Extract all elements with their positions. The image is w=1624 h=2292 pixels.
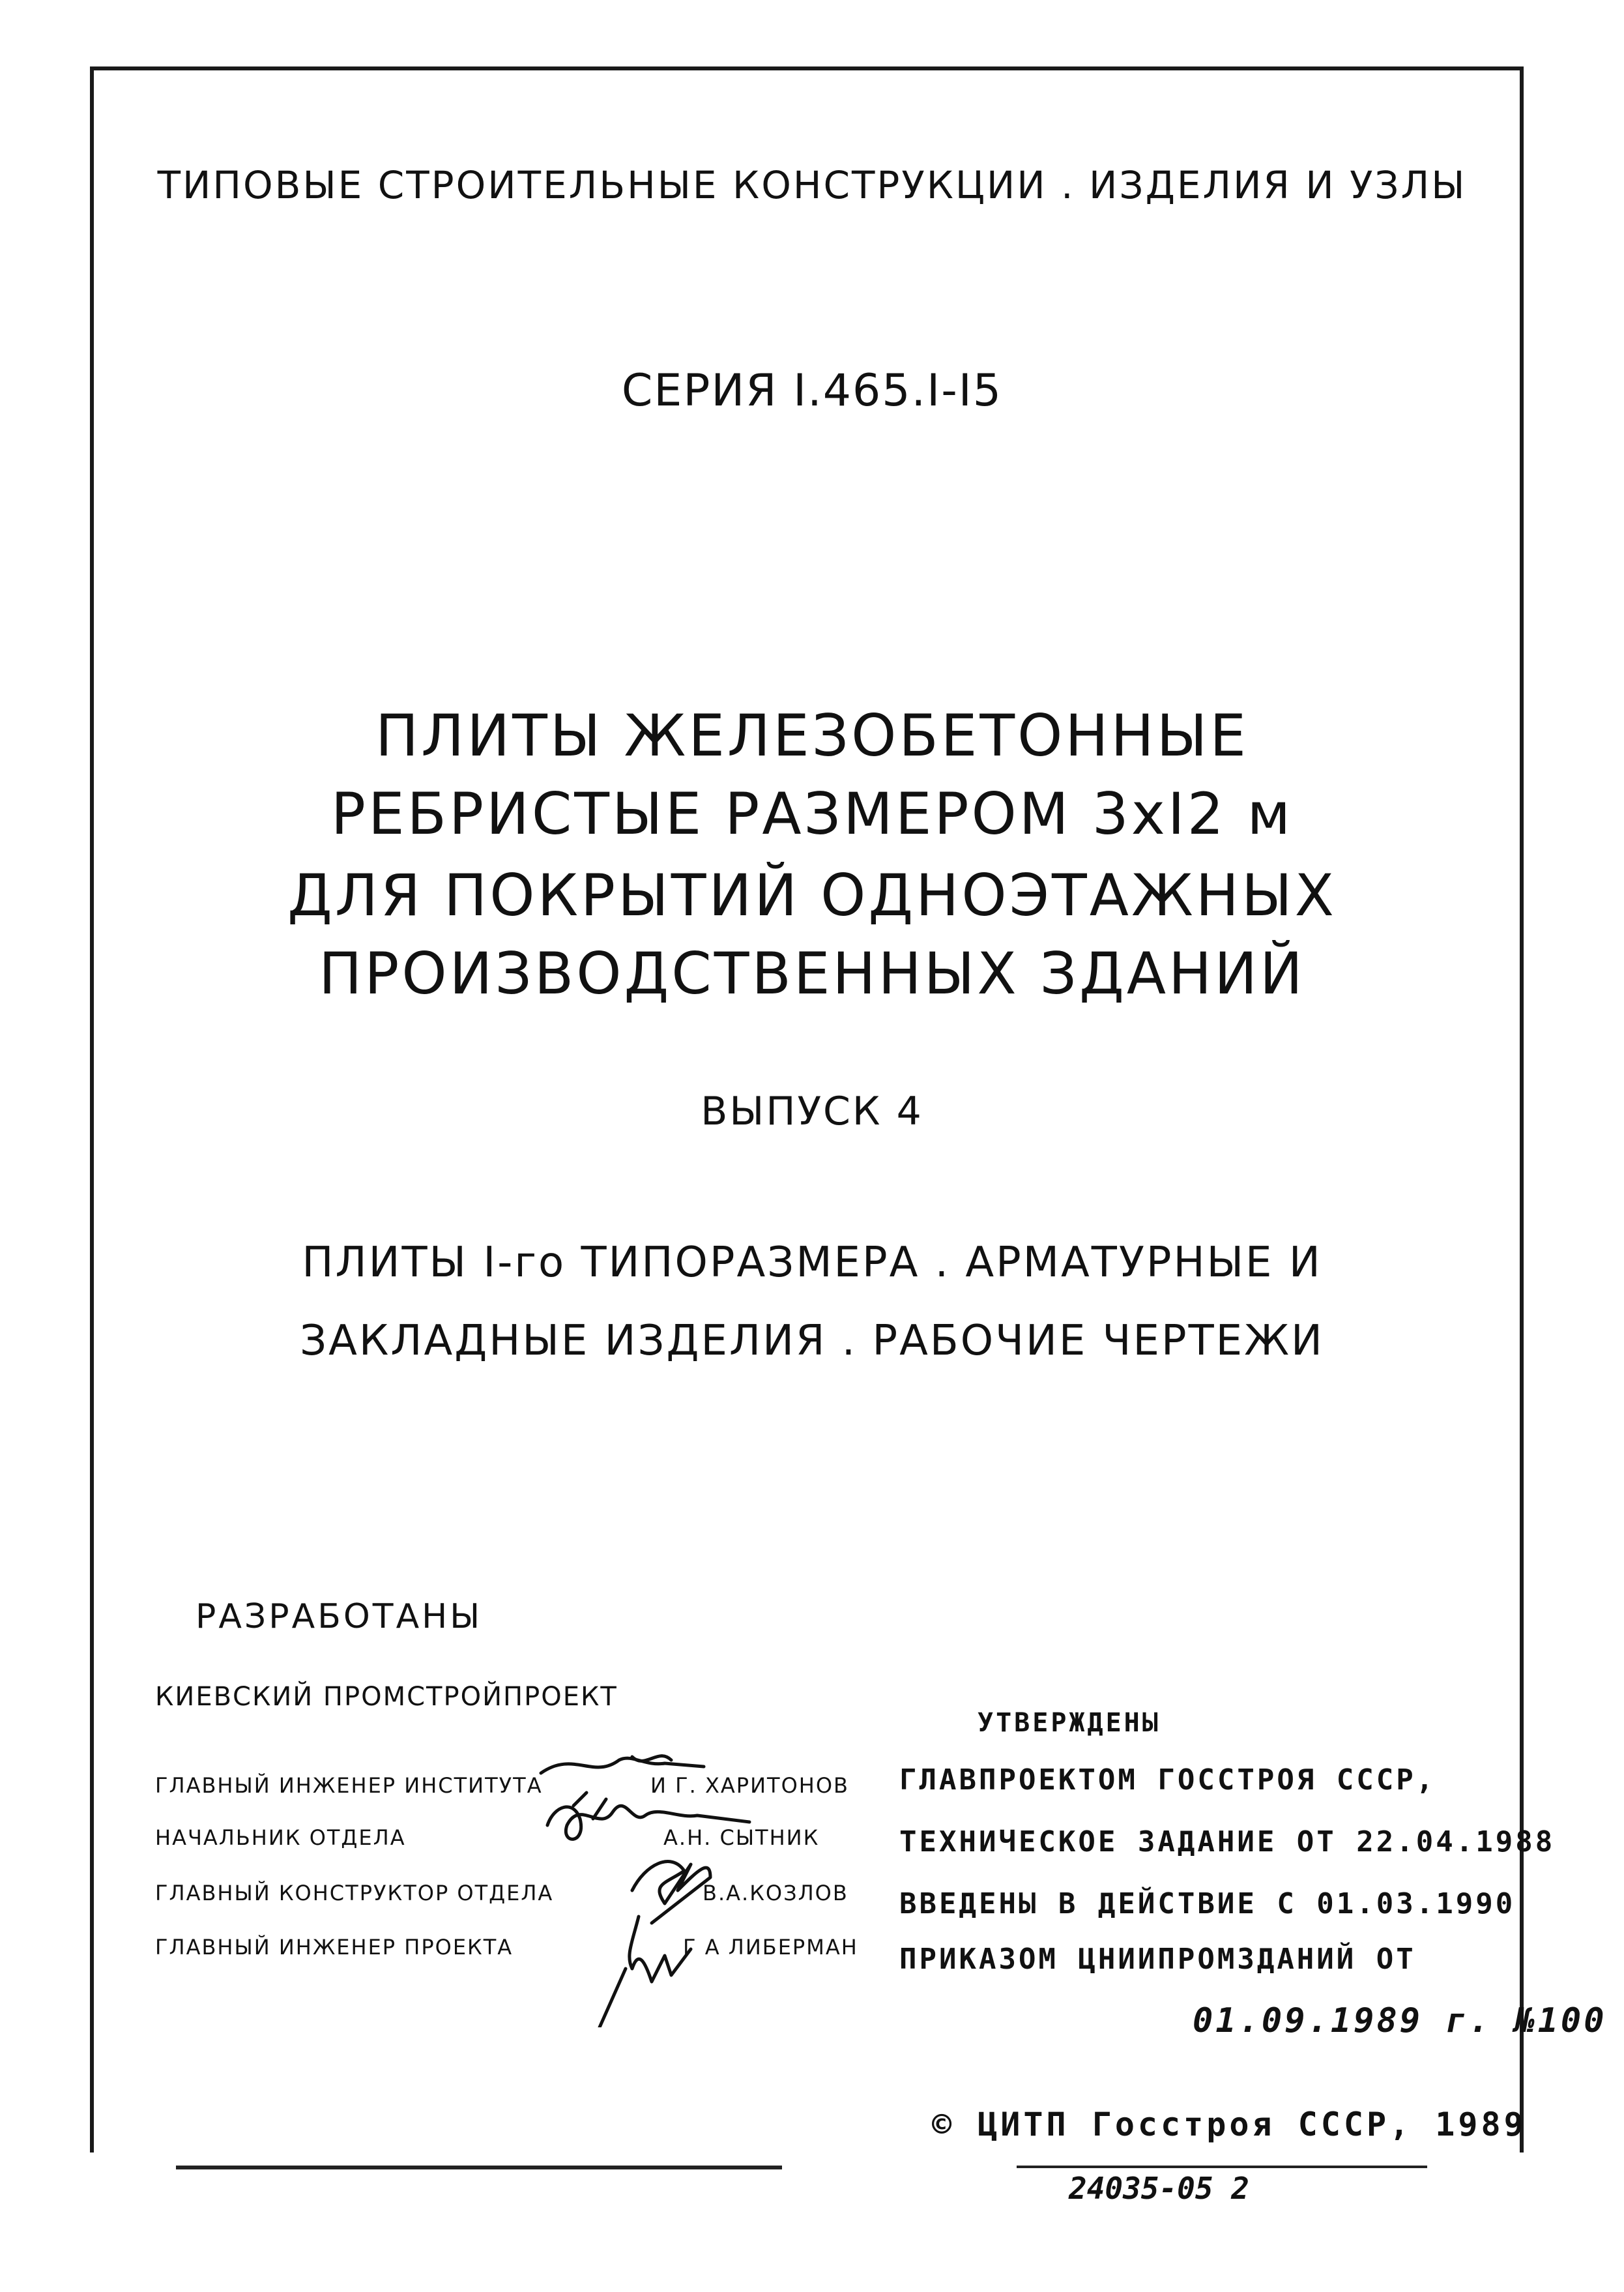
organization-heading: ТИПОВЫЕ СТРОИТЕЛЬНЫЕ КОНСТРУКЦИИ . ИЗДЕЛИЯ И УЗЛЫ [157,163,1467,207]
developed-label: РАЗРАБОТАНЫ [196,1597,483,1636]
staff-name: И Г. ХАРИТОНОВ [650,1773,849,1798]
issue-number: ВЫПУСК 4 [701,1089,923,1134]
series-number: СЕРИЯ I.465.I-I5 [621,365,1003,417]
title-line-2: РЕБРИСТЫЕ РАЗМЕРОМ 3хI2 м [330,780,1294,847]
staff-name: В.А.КОЗЛОВ [703,1881,848,1905]
title-line-3: ДЛЯ ПОКРЫТИЙ ОДНОЭТАЖНЫХ [287,862,1337,929]
staff-role: ГЛАВНЫЙ КОНСТРУКТОР ОТДЕЛА [155,1881,554,1905]
staff-name: Г А ЛИБЕРМАН [683,1935,858,1960]
staff-role: ГЛАВНЫЙ ИНЖЕНЕР ПРОЕКТА [155,1935,514,1960]
approval-line-4: ПРИКАЗОМ ЦНИИПРОМЗДАНИЙ ОТ [899,1943,1416,1976]
staff-role: ГЛАВНЫЙ ИНЖЕНЕР ИНСТИТУТА [155,1773,543,1798]
approval-line-2: ТЕХНИЧЕСКОЕ ЗАДАНИЕ ОТ 22.04.1988 [899,1825,1556,1859]
subtitle-line-1: ПЛИТЫ I-го ТИПОРАЗМЕРА . АРМАТУРНЫЕ И [302,1239,1322,1287]
bottom-rule-left [176,2166,782,2169]
staff-name: А.Н. СЫТНИК [663,1825,820,1850]
title-line-4: ПРОИЗВОДСТВЕННЫХ ЗДАНИЙ [319,940,1305,1007]
approval-line-1: ГЛАВПРОЕКТОМ ГОССТРОЯ СССР, [899,1763,1436,1797]
developer-institute: КИЕВСКИЙ ПРОМСТРОЙПРОЕКТ [155,1682,618,1712]
approval-order-date: 01.09.1989 г. №100 [1193,2001,1607,2040]
title-line-1: ПЛИТЫ ЖЕЛЕЗОБЕТОННЫЕ [375,702,1249,769]
bottom-rule-right [1017,2166,1427,2168]
subtitle-line-2: ЗАКЛАДНЫЕ ИЗДЕЛИЯ . РАБОЧИЕ ЧЕРТЕЖИ [300,1317,1324,1365]
document-code: 24035-05 2 [1069,2171,1249,2206]
signatures [534,1754,912,2027]
approval-heading: УТВЕРЖДЕНЫ [978,1708,1161,1738]
approval-line-3: ВВЕДЕНЫ В ДЕЙСТВИЕ С 01.03.1990 [899,1887,1516,1920]
staff-role: НАЧАЛЬНИК ОТДЕЛА [155,1825,406,1850]
copyright-notice: © ЦИТП Госстроя СССР, 1989 [932,2106,1527,2143]
